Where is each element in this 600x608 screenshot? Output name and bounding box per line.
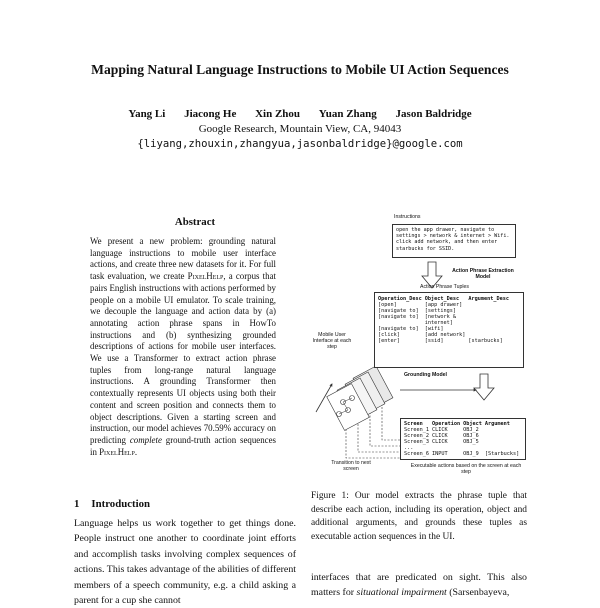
tuple-row: [enter] [ssid] [starbucks]	[378, 338, 503, 344]
author-emails: {liyang,zhouxin,zhangyua,jasonbaldridge}@google.com	[137, 138, 463, 150]
action-header: Argument	[484, 421, 510, 427]
action-row: Screen_6 INPUT OBJ_9 [Starbucks]	[404, 451, 520, 457]
tuple-row: [navigate to] [network & internet]	[378, 314, 456, 326]
tuple-table-box	[374, 292, 524, 368]
transition-label: Transition to next screen	[331, 460, 371, 473]
executable-label: Executable actions based on the screen at each step	[410, 463, 522, 476]
intro-heading: 1 Introduction	[74, 498, 151, 510]
intro-body: Language helps us work together to get things done. People instruct one another to coordinate joint efforts and accomplish tasks involving complex sequences of actions. This takes advantage of the abilities of different members of a speech community, e.g. a child asking a parent for a cup she cannot	[74, 518, 296, 607]
action-header: Operation	[432, 421, 461, 427]
grounding-model-label: Grounding Model	[404, 372, 447, 378]
instructions-label: Instructions	[394, 214, 421, 220]
action-header: Object	[463, 421, 482, 427]
action-row: Screen_3 CLICK OBJ_5	[404, 439, 479, 445]
paper-title: Mapping Natural Language Instructions to Mobile UI Action Sequences	[91, 62, 509, 77]
action-row: Screen_2 CLICK OBJ_6	[404, 433, 479, 439]
instruction-box: open the app drawer, navigate to settings > network & internet > Wifi. click add network, and then enter starbucks for SSID.	[392, 224, 516, 258]
tuple-table	[378, 296, 512, 344]
affiliation: Google Research, Mountain View, CA, 94043	[198, 123, 402, 135]
figure-1	[308, 212, 530, 474]
figure-caption: Figure 1: Our model extracts the phrase tuple that describe each action, including its operation, object and additional arguments, and grounds these tuples as executable action sequences in the UI.	[311, 491, 527, 542]
author-name: Jiacong He	[184, 108, 237, 120]
abstract-body: We present a new problem: grounding natural language instructions to mobile user interface actions, and create three new datasets for it. For full task evaluation, we create PixelHelp, a corpus that pairs English instructions with actions performed by people on a mobile UI emulator. To scale training, we decouple the language and action data by (a) annotating action phrase spans in HowTo instructions and (b) synthesizing grounded descriptions of actions for mobile user interfaces. We use a Transformer to extract action phrase tuples from long-range natural language instructions. A grounding Transformer then contextually represents UI objects using both their content and screen position and connects them to object descriptions. Given a starting screen and instruction, our model achieves 70.59% accuracy on predicting complete ground-truth action sequences in PixelHelp.	[90, 236, 276, 457]
tuple-header: Argument_Desc	[468, 296, 509, 302]
phone-screens	[327, 366, 393, 430]
author-name: Yuan Zhang	[318, 108, 377, 120]
abstract-heading: Abstract	[174, 216, 216, 228]
right-column-body: interfaces that are predicated on sight. This also matters for situational impairment (Sarsenbayeva,	[311, 572, 527, 599]
tuple-row: [navigate to] [wifi]	[378, 326, 444, 332]
author-name: Jason Baldridge	[395, 108, 472, 120]
tuple-row: [navigate to] [settings]	[378, 308, 456, 314]
tuple-header: Operation_Desc	[378, 296, 422, 302]
tuple-row: [open] [app drawer]	[378, 302, 463, 308]
action-row: Screen_1 CLICK OBJ_2	[404, 427, 479, 433]
action-table-box	[400, 418, 526, 460]
tuples-label: Action Phrase Tuples	[420, 284, 470, 290]
author-name: Yang Li	[128, 108, 166, 120]
tuple-header: Object_Desc	[424, 296, 460, 302]
mobile-ui-label: Mobile User Interface at each step	[312, 332, 352, 351]
author-name: Xin Zhou	[255, 108, 301, 120]
action-table	[404, 421, 522, 457]
action-header: Screen	[404, 421, 423, 427]
action-row: ...	[404, 445, 414, 451]
tuple-row: [click] [add network]	[378, 332, 466, 338]
extraction-model-label: Action Phrase Extraction Model	[452, 268, 514, 281]
author-list	[0, 108, 600, 120]
